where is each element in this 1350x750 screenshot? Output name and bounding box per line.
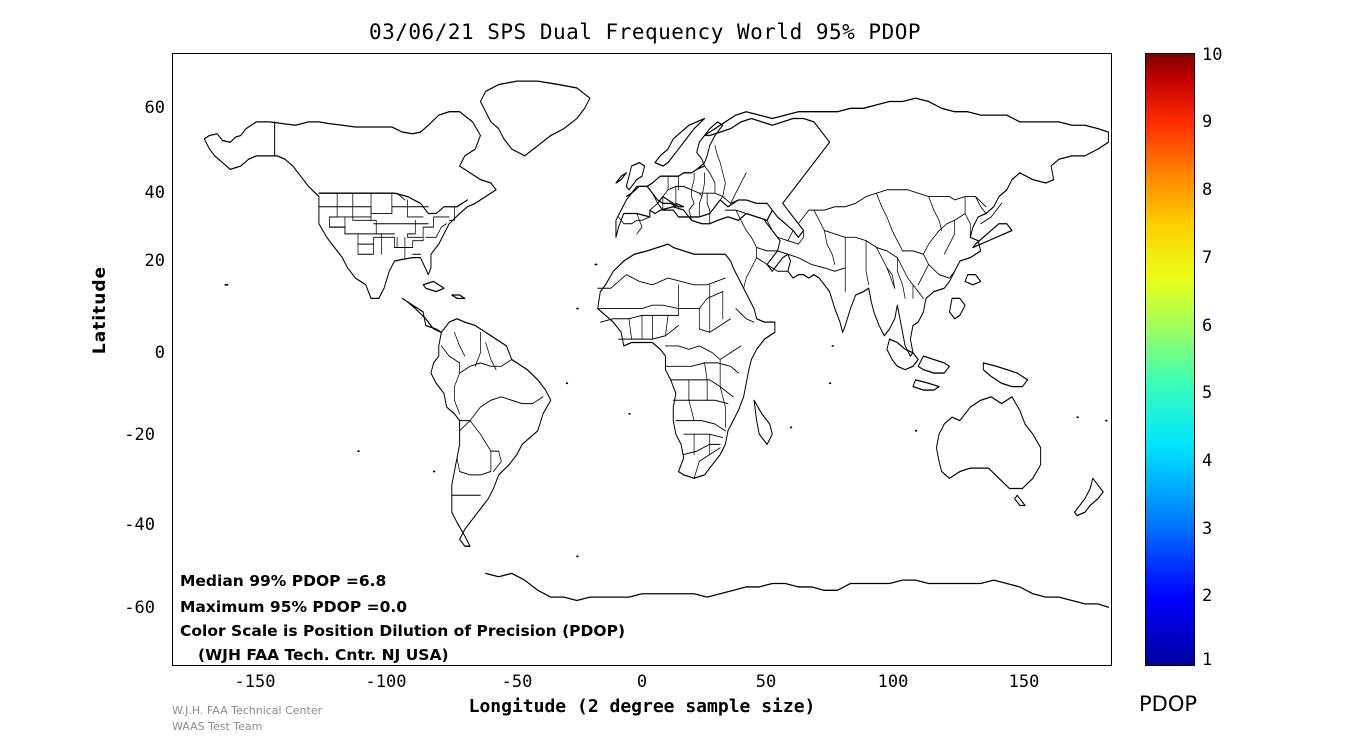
asia-outline (705, 98, 1109, 356)
colorbar-tick-10: 10 (1202, 45, 1223, 65)
usa-canada-border (319, 193, 468, 213)
ireland-outline (616, 173, 626, 183)
us-state-lines (319, 193, 454, 257)
xtick-label-150: 150 (1008, 672, 1040, 692)
y-axis-title: Latitude (90, 265, 110, 355)
ytick-label-60: 60 (144, 98, 165, 118)
north-america-outline (204, 112, 496, 299)
colorbar-tick-3: 3 (1202, 519, 1213, 539)
colorbar-tick-5: 5 (1202, 383, 1213, 403)
taiwan-outline (965, 275, 981, 285)
annotation-median-pdop: Median 99% PDOP =6.8 (180, 572, 387, 590)
ytick-label-40: 40 (144, 183, 165, 203)
xtick-label-100: 100 (877, 672, 909, 692)
new-guinea-outline (983, 363, 1027, 387)
ytick-label--40: -40 (124, 515, 155, 535)
colorbar-tick-8: 8 (1202, 180, 1213, 200)
colorbar-tick-9: 9 (1202, 112, 1213, 132)
ytick-label-20: 20 (144, 251, 165, 271)
central-america-outline (402, 298, 441, 332)
island-specks (225, 264, 1107, 556)
xtick-label-0: 0 (636, 672, 648, 692)
annotation-source: (WJH FAA Tech. Cntr. NJ USA) (198, 646, 449, 664)
colorbar-tick-1: 1 (1202, 650, 1213, 670)
great-britain-outline (626, 163, 644, 190)
colorbar-tick-7: 7 (1202, 248, 1213, 268)
europe-south-outline (616, 186, 772, 237)
africa-outline (598, 244, 775, 478)
australia-outline (936, 397, 1040, 489)
south-america-outline (431, 319, 551, 546)
coastline-group (204, 81, 1108, 607)
scandinavia-outline (655, 118, 705, 166)
annotation-color-scale: Color Scale is Position Dilution of Precision (PDOP) (180, 622, 626, 640)
philippines-outline (949, 298, 965, 318)
colorbar-title: PDOP (1138, 692, 1198, 716)
xtick-label--50: -50 (501, 672, 533, 692)
xtick-label-50: 50 (755, 672, 777, 692)
south-america-borders (441, 332, 543, 495)
hispaniola-outline (452, 295, 465, 298)
asia-borders (725, 190, 1001, 299)
xtick-label--100: -100 (365, 672, 407, 692)
java-outline (913, 380, 939, 390)
antarctica-outline (486, 573, 1109, 607)
page-title: 03/06/21 SPS Dual Frequency World 95% PDOP (368, 20, 921, 44)
cuba-outline (423, 281, 444, 291)
annotation-maximum-pdop: Maximum 95% PDOP =0.0 (180, 598, 408, 616)
greenland-outline (480, 81, 589, 156)
credit-line-1: W.J.H. FAA Technical Center (172, 704, 323, 717)
credit-line-2: WAAS Test Team (172, 720, 263, 733)
europe-borders (619, 146, 747, 234)
colorbar-tick-2: 2 (1202, 586, 1213, 606)
colorbar-tick-4: 4 (1202, 451, 1213, 471)
colorbar-tick-6: 6 (1202, 316, 1213, 336)
xtick-label--150: -150 (234, 672, 276, 692)
tasmania-outline (1015, 495, 1025, 505)
new-zealand-outline (1075, 478, 1104, 515)
borneo-outline (918, 356, 949, 373)
sumatra-borneo-outline (887, 339, 918, 370)
ytick-label-0: 0 (154, 343, 165, 363)
ytick-label--60: -60 (124, 598, 155, 618)
colorbar (1145, 53, 1195, 666)
x-axis-title: Longitude (2 degree sample size) (468, 696, 816, 717)
madagascar-outline (754, 400, 772, 444)
africa-borders (598, 275, 754, 479)
ytick-label--20: -20 (124, 425, 155, 445)
